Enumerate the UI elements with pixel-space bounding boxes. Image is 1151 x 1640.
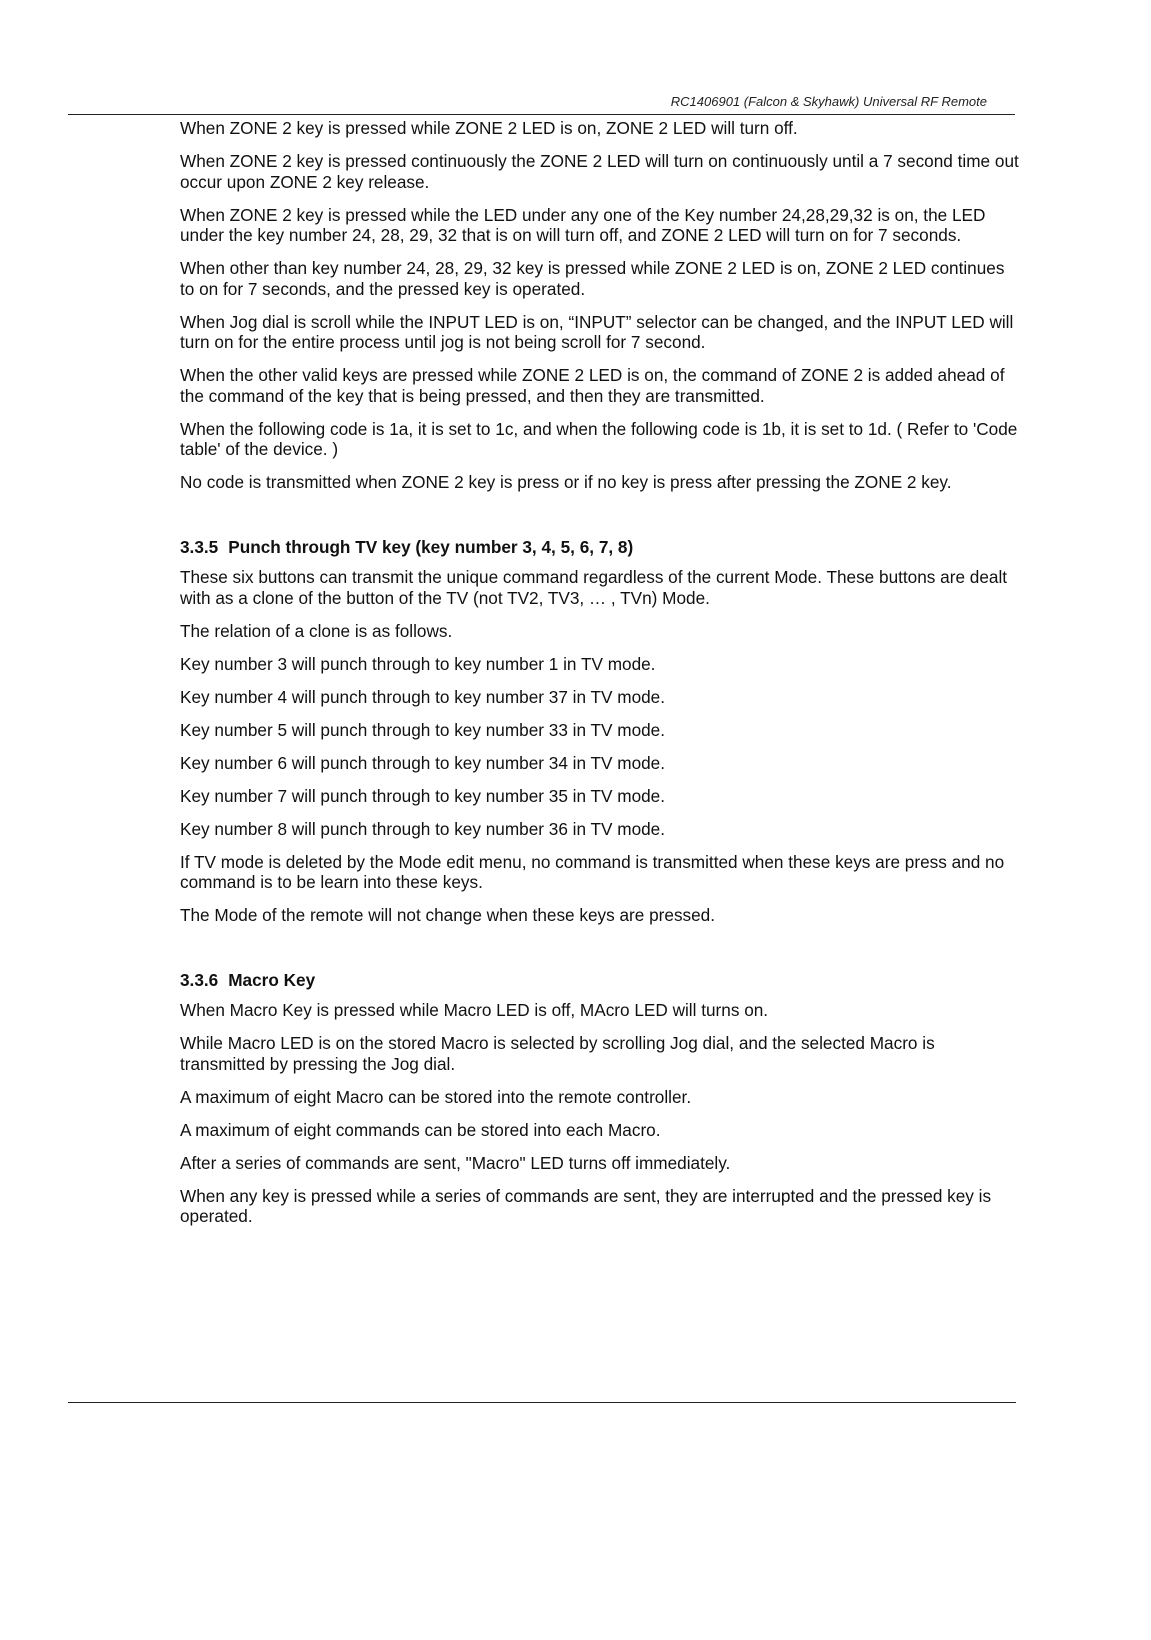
punch-through-paragraph: Key number 5 will punch through to key number 33 in TV mode. xyxy=(180,719,666,740)
macro-paragraph: After a series of commands are sent, "Macro" LED turns off immediately. xyxy=(180,1152,731,1173)
zone2-paragraph: When other than key number 24, 28, 29, 32 key is pressed while ZONE 2 LED is on, ZONE 2 LED continues to on for 7 seconds, and the pressed key is operated. xyxy=(180,258,1005,299)
section-number: 3.3.5 xyxy=(180,536,219,557)
section-number: 3.3.6 xyxy=(180,969,219,990)
zone2-paragraph: No code is transmitted when ZONE 2 key is press or if no key is press after pressing the ZONE 2 key. xyxy=(180,472,952,492)
punch-through-paragraph: If TV mode is deleted by the Mode edit menu, no command is transmitted when these keys are press and no command is to be learn into these keys. xyxy=(180,851,1005,892)
punch-through-paragraph: These six buttons can transmit the unique command regardless of the current Mode. These buttons are dealt with as a clone of the button of the TV (not TV2, TV3, … , TVn) Mode. xyxy=(180,567,1008,608)
punch-through-paragraph: Key number 3 will punch through to key number 1 in TV mode. xyxy=(180,653,656,674)
macro-paragraph: When Macro Key is pressed while Macro LED is off, MAcro LED will turns on. xyxy=(180,1000,769,1020)
punch-through-paragraph: The relation of a clone is as follows. xyxy=(180,620,453,641)
macro-paragraph: A maximum of eight commands can be stored into each Macro. xyxy=(180,1119,661,1140)
punch-through-paragraph: Key number 6 will punch through to key number 34 in TV mode. xyxy=(180,752,666,773)
punch-through-paragraph: Key number 8 will punch through to key number 36 in TV mode. xyxy=(180,818,666,839)
punch-through-paragraph: Key number 7 will punch through to key number 35 in TV mode. xyxy=(180,785,666,806)
punch-through-paragraph: Key number 4 will punch through to key number 37 in TV mode. xyxy=(180,686,666,707)
section-title: Macro Key xyxy=(228,969,316,990)
page-header-title: RC1406901 (Falcon & Skyhawk) Universal RF Remote xyxy=(670,94,987,109)
document-body xyxy=(180,118,1020,1239)
zone2-paragraph: When Jog dial is scroll while the INPUT LED is on, “INPUT” selector can be changed, and the INPUT LED will turn on for the entire process until jog is not being scroll for 7 second. xyxy=(180,311,1014,352)
header-divider xyxy=(68,114,1015,115)
section-heading-punch-through xyxy=(180,537,1020,558)
macro-paragraph: While Macro LED is on the stored Macro is selected by scrolling Jog dial, and the selected Macro is transmitted by pressing the Jog dial. xyxy=(180,1033,935,1074)
macro-paragraph: When any key is pressed while a series of commands are sent, they are interrupted and the pressed key is operated. xyxy=(180,1185,992,1226)
zone2-paragraph: When ZONE 2 key is pressed while ZONE 2 LED is on, ZONE 2 LED will turn off. xyxy=(180,118,798,138)
zone2-paragraph: When the other valid keys are pressed while ZONE 2 LED is on, the command of ZONE 2 is added ahead of the command of the key that is being pressed, and then they are transmitted. xyxy=(180,365,1005,406)
punch-through-paragraph: The Mode of the remote will not change when these keys are pressed. xyxy=(180,905,716,925)
zone2-paragraph: When ZONE 2 key is pressed continuously the ZONE 2 LED will turn on continuously until a 7 second time out occur upon ZONE 2 key release. xyxy=(180,151,1019,192)
zone2-paragraph: When ZONE 2 key is pressed while the LED under any one of the Key number 24,28,29,32 is on, the LED under the key number 24, 28, 29, 32 that is on will turn off, and ZONE 2 LED will turn on for 7 seconds. xyxy=(180,204,986,245)
zone2-paragraph: When the following code is 1a, it is set to 1c, and when the following code is 1b, it is set to 1d. ( Refer to 'Code table' of the device. ) xyxy=(180,418,1018,459)
section-heading-macro-key xyxy=(180,970,1020,991)
footer-divider xyxy=(68,1402,1016,1403)
macro-paragraph: A maximum of eight Macro can be stored into the remote controller. xyxy=(180,1086,692,1107)
section-title: Punch through TV key (key number 3, 4, 5, 6, 7, 8) xyxy=(228,536,634,557)
